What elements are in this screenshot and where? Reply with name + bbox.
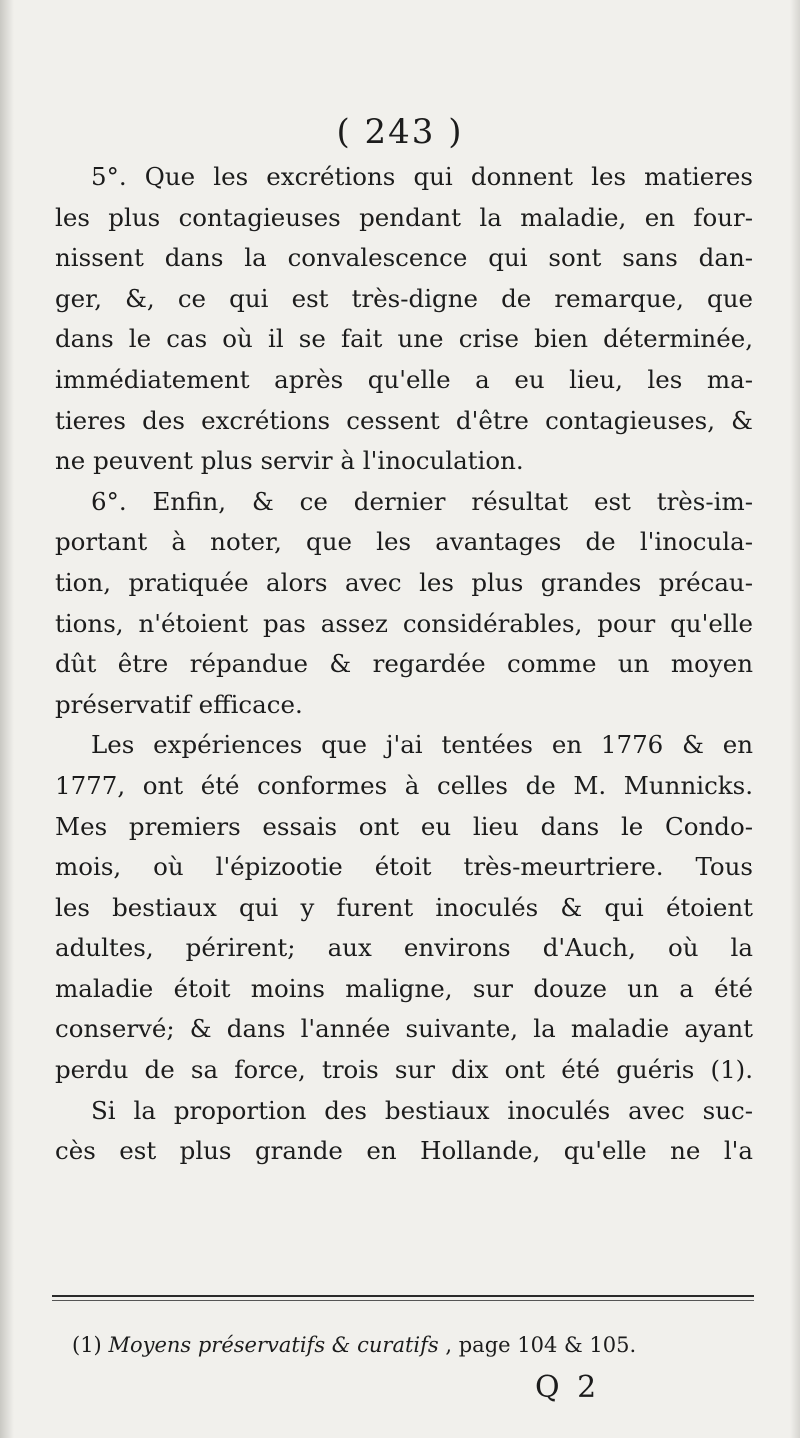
text-line: conservé; & dans l'année suivante, la maladie ayant (55, 1014, 753, 1044)
text-line: nissent dans la convalescence qui sont sans dan- (55, 243, 753, 273)
text-line: dût être répandue & regardée comme un moyen (55, 649, 753, 679)
page-number: ( 243 ) (336, 112, 464, 152)
text-line: ne peuvent plus servir à l'inoculation. (55, 446, 524, 476)
body-text (55, 157, 753, 1172)
text-line: adultes, périrent; aux environs d'Auch, où la (55, 933, 753, 963)
text-line: Les expériences que j'ai tentées en 1776 & en (91, 730, 753, 760)
footnote-title: Moyens préservatifs & curatifs (108, 1333, 439, 1357)
scan-shadow-right (790, 0, 800, 1438)
text-line: 1777, ont été conformes à celles de M. Munnicks. (55, 770, 753, 800)
text-line: tion, pratiquée alors avec les plus grandes précau- (55, 567, 753, 597)
text-line: Mes premiers essais ont eu lieu dans le Condo- (55, 811, 753, 841)
text-line: cès est plus grande en Hollande, qu'elle ne l'a (55, 1136, 753, 1166)
text-line: perdu de sa force, trois sur dix ont été guéris (1). (55, 1055, 753, 1085)
text-line: préservatif efficace. (55, 689, 303, 719)
text-line: maladie étoit moins maligne, sur douze un a été (55, 973, 753, 1003)
text-line: les plus contagieuses pendant la maladie, en four- (55, 202, 753, 232)
scan-shadow-left (0, 0, 14, 1438)
text-line: Si la proportion des bestiaux inoculés avec suc- (91, 1095, 753, 1125)
footnote (72, 1333, 636, 1357)
footnote-rule (52, 1295, 754, 1297)
footnote-rest: , page 104 & 105. (445, 1333, 637, 1357)
text-line: 5°. Que les excrétions qui donnent les matieres (91, 162, 753, 191)
text-line: tions, n'étoient pas assez considérables, pour qu'elle (55, 608, 753, 638)
text-line: immédiatement après qu'elle a eu lieu, les ma- (55, 364, 753, 394)
footnote-rule-thin (52, 1300, 754, 1301)
text-line: dans le cas où il se fait une crise bien déterminée, (55, 324, 753, 354)
signature-mark: Q 2 (535, 1370, 601, 1405)
text-line: portant à noter, que les avantages de l'inocula- (55, 527, 753, 557)
text-line: tieres des excrétions cessent d'être contagieuses, & (55, 405, 753, 435)
text-line: mois, où l'épizootie étoit très-meurtriere. Tous (55, 852, 753, 882)
text-line: les bestiaux qui y furent inoculés & qui étoient (55, 892, 753, 922)
text-line: 6°. Enfin, & ce dernier résultat est très-im- (91, 486, 753, 516)
footnote-marker: (1) (72, 1333, 102, 1357)
text-line: ger, &, ce qui est très-digne de remarque, que (55, 283, 753, 313)
